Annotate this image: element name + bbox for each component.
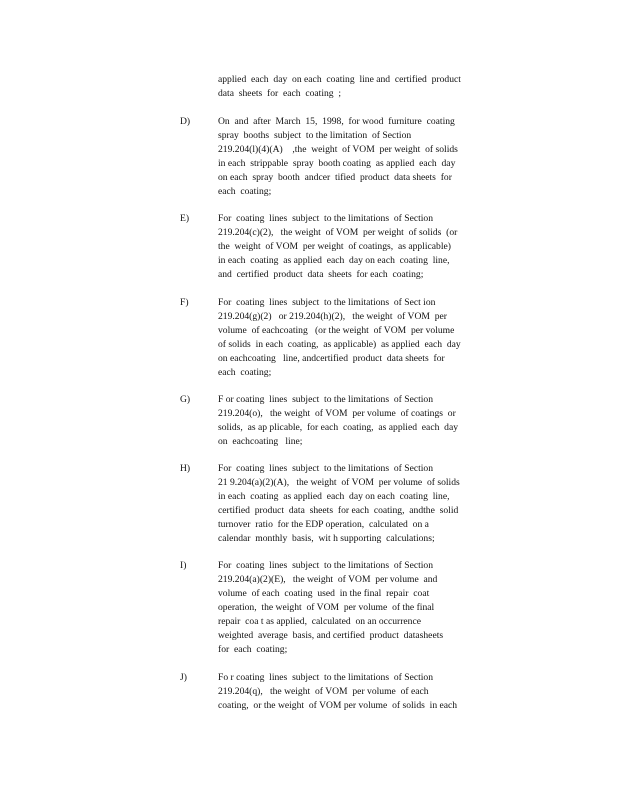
item-j-line: coating, or the weight of VOM per volume of solids in each [218,700,458,711]
item-letter-d: D) [180,116,191,127]
item-letter-f: F) [180,297,189,308]
item-letter-e: E) [180,213,190,224]
item-i-line: For coating lines subject to the limitations of Section [218,560,434,571]
item-e-line: 219.204(c)(2), the weight of VOM per weight of solids (or [218,227,458,238]
item-h-line: calendar monthly basis, wit h supporting calculations; [218,533,435,544]
item-e-line: For coating lines subject to the limitations of Section [218,213,434,224]
item-letter-g: G) [180,394,191,405]
item-d-line: on each spray booth andcer tified product data sheets for [218,172,452,183]
item-f-line: of solids in each coating, as applicable) as applied each day [218,339,461,350]
item-i-line: operation, the weight of VOM per volume of the final [218,602,435,613]
item-j-line: Fo r coating lines subject to the limitations of Section [218,672,434,683]
item-h-line: in each coating as applied each day on each coating line, [218,491,450,502]
item-d-line: each coating; [218,186,272,197]
item-f-line: For coating lines subject to the limitations of Sect ion [218,297,436,308]
item-h-line: 21 9.204(a)(2)(A), the weight of VOM per volume of solids [218,477,460,488]
item-f-line: volume of eachcoating (or the weight of VOM per volume [218,325,455,336]
item-f-line: on eachcoating line, andcertified product data sheets for [218,353,445,364]
item-f-line: each coating; [218,367,272,378]
item-i-line: weighted average basis, and certified product datasheets [218,630,444,641]
item-i-line: repair coa t as applied, calculated on an occurrence [218,616,421,627]
item-d-line: 219.204(l)(4)(A) ,the weight of VOM per weight of solids [218,144,458,155]
item-e-line: and certified product data sheets for each coating; [218,269,424,280]
item-g-line: on eachcoating line; [218,436,303,447]
item-letter-h: H) [180,463,191,474]
item-letter-i: I) [180,560,187,571]
continuation-line: applied each day on each coating line and certified product [218,74,461,85]
item-letter-j: J) [180,672,187,683]
item-h-line: turnover ratio for the EDP operation, calculated on a [218,519,429,530]
item-e-line: the weight of VOM per weight of coatings, as applicable) [218,241,451,252]
item-g-line: solids, as ap plicable, for each coating, as applied each day [218,422,459,433]
item-d-line: in each strippable spray booth coating as applied each day [218,158,456,169]
item-g-line: F or coating lines subject to the limitations of Section [218,394,434,405]
continuation-line: data sheets for each coating ; [218,88,342,99]
item-d-line: spray booths subject to the limitation of Section [218,130,412,141]
item-d-line: On and after March 15, 1998, for wood furniture coating [218,116,455,127]
item-g-line: 219.204(o), the weight of VOM per volume of coatings or [218,408,456,419]
item-f-line: 219.204(g)(2) or 219.204(h)(2), the weight of VOM per [218,311,447,322]
item-e-line: in each coating as applied each day on each coating line, [218,255,450,266]
item-h-line: For coating lines subject to the limitations of Section [218,463,434,474]
item-h-line: certified product data sheets for each coating, andthe solid [218,505,459,516]
item-i-line: 219.204(a)(2)(E), the weight of VOM per volume and [218,574,438,585]
item-j-line: 219.204(q), the weight of VOM per volume of each [218,686,429,697]
item-i-line: for each coating; [218,644,288,655]
item-i-line: volume of each coating used in the final repair coat [218,588,430,599]
